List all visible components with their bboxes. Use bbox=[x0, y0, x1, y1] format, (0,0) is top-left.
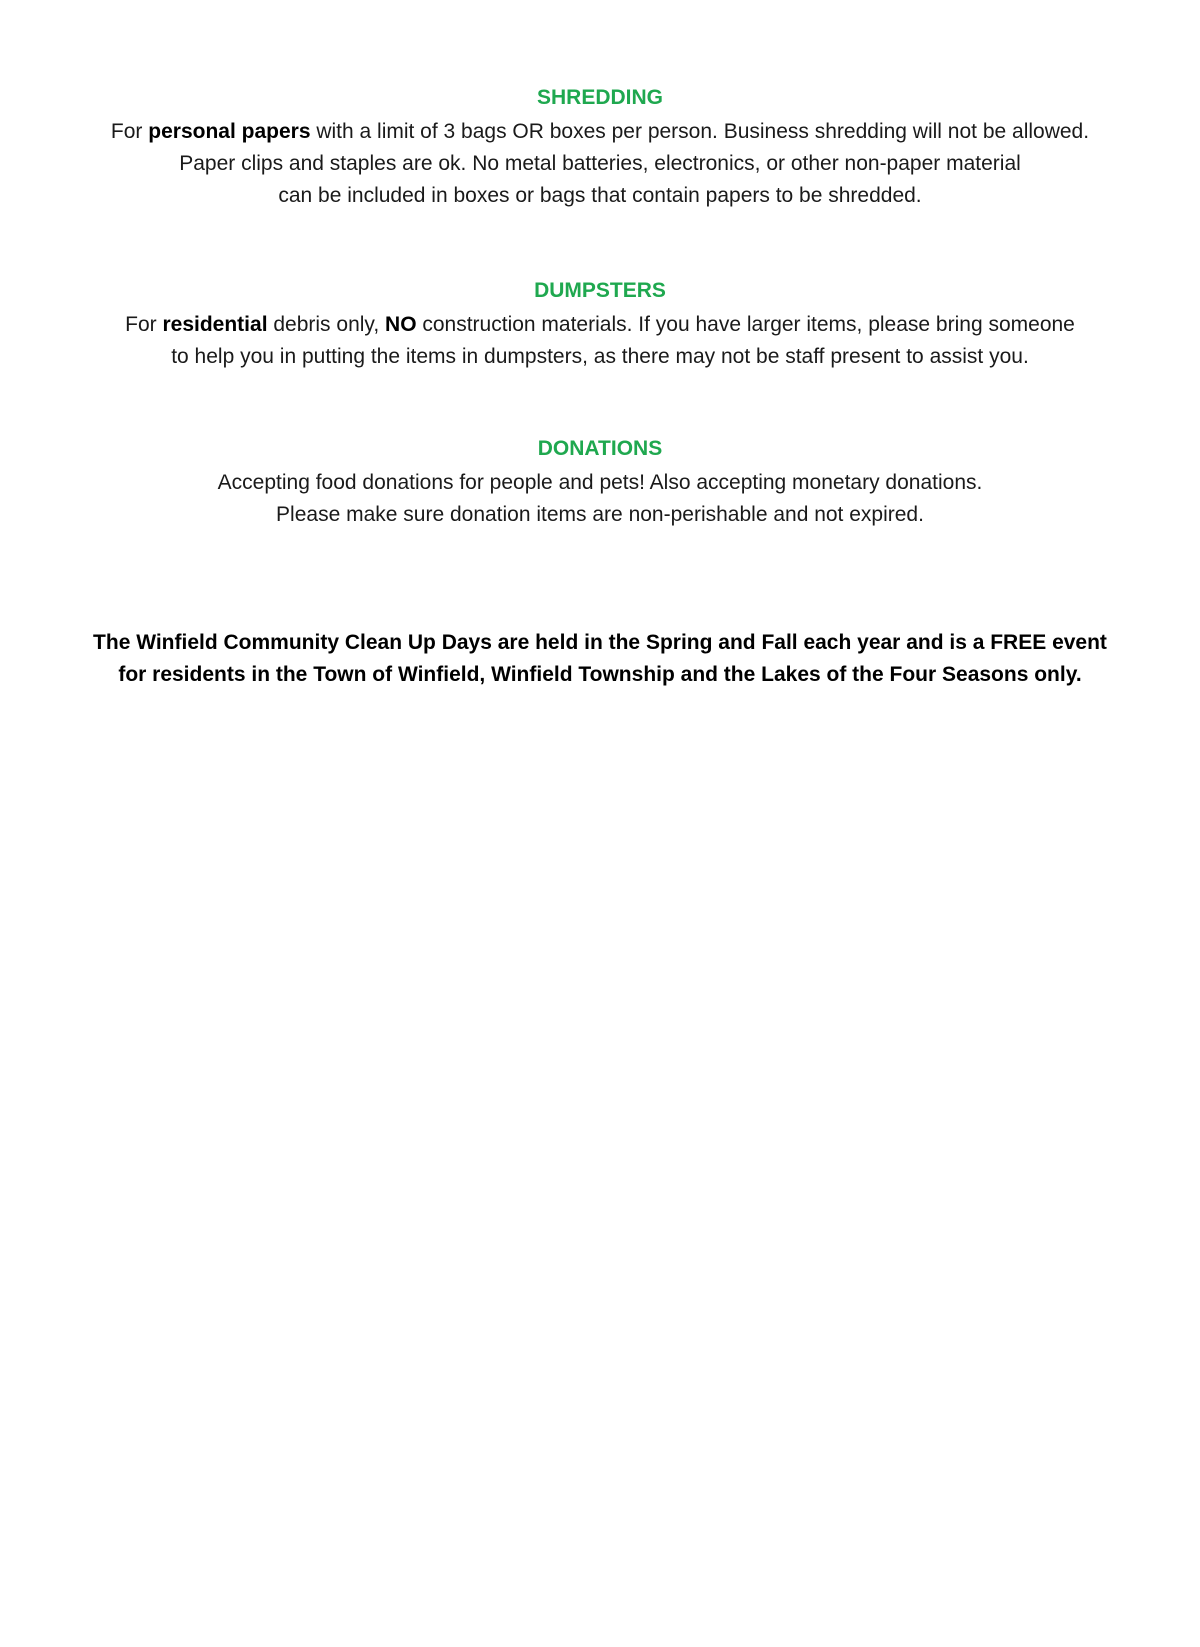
dumpsters-line-1 bbox=[40, 309, 1160, 341]
closing-line-2: for residents in the Town of Winfield, Winfield Township and the Lakes of the Four Seasons only. bbox=[118, 663, 1082, 686]
shredding-section bbox=[40, 84, 1160, 212]
dumpsters-line-1-mid: debris only, bbox=[267, 313, 386, 336]
shredding-line-1-bold: personal papers bbox=[148, 120, 311, 143]
donations-line-1: Accepting food donations for people and pets! Also accepting monetary donations. bbox=[217, 471, 983, 494]
shredding-heading: SHREDDING bbox=[536, 86, 663, 109]
closing-notice bbox=[40, 627, 1160, 691]
donations-section bbox=[40, 435, 1160, 531]
shredding-line-1-post: with a limit of 3 bags OR boxes per person. Business shredding will not be allowed. bbox=[310, 120, 1090, 143]
dumpsters-line-1-pre: For bbox=[125, 313, 163, 336]
donations-line-2: Please make sure donation items are non-perishable and not expired. bbox=[276, 503, 924, 526]
dumpsters-line-2: to help you in putting the items in dumpsters, as there may not be staff present to assist you. bbox=[171, 345, 1029, 368]
dumpsters-section bbox=[40, 277, 1160, 373]
dumpsters-line-1-bold-2: NO bbox=[385, 313, 417, 336]
shredding-line-1 bbox=[40, 116, 1160, 148]
dumpsters-heading: DUMPSTERS bbox=[534, 279, 666, 302]
shredding-line-2: Paper clips and staples are ok. No metal batteries, electronics, or other non-paper material bbox=[179, 152, 1021, 175]
dumpsters-line-1-bold-1: residential bbox=[162, 313, 268, 336]
shredding-line-3: can be included in boxes or bags that contain papers to be shredded. bbox=[278, 184, 922, 207]
donations-heading: DONATIONS bbox=[537, 437, 663, 460]
closing-line-1: The Winfield Community Clean Up Days are held in the Spring and Fall each year and is a FREE event bbox=[93, 631, 1107, 654]
dumpsters-line-1-post: construction materials. If you have larger items, please bring someone bbox=[416, 313, 1075, 336]
shredding-line-1-pre: For bbox=[110, 120, 149, 143]
